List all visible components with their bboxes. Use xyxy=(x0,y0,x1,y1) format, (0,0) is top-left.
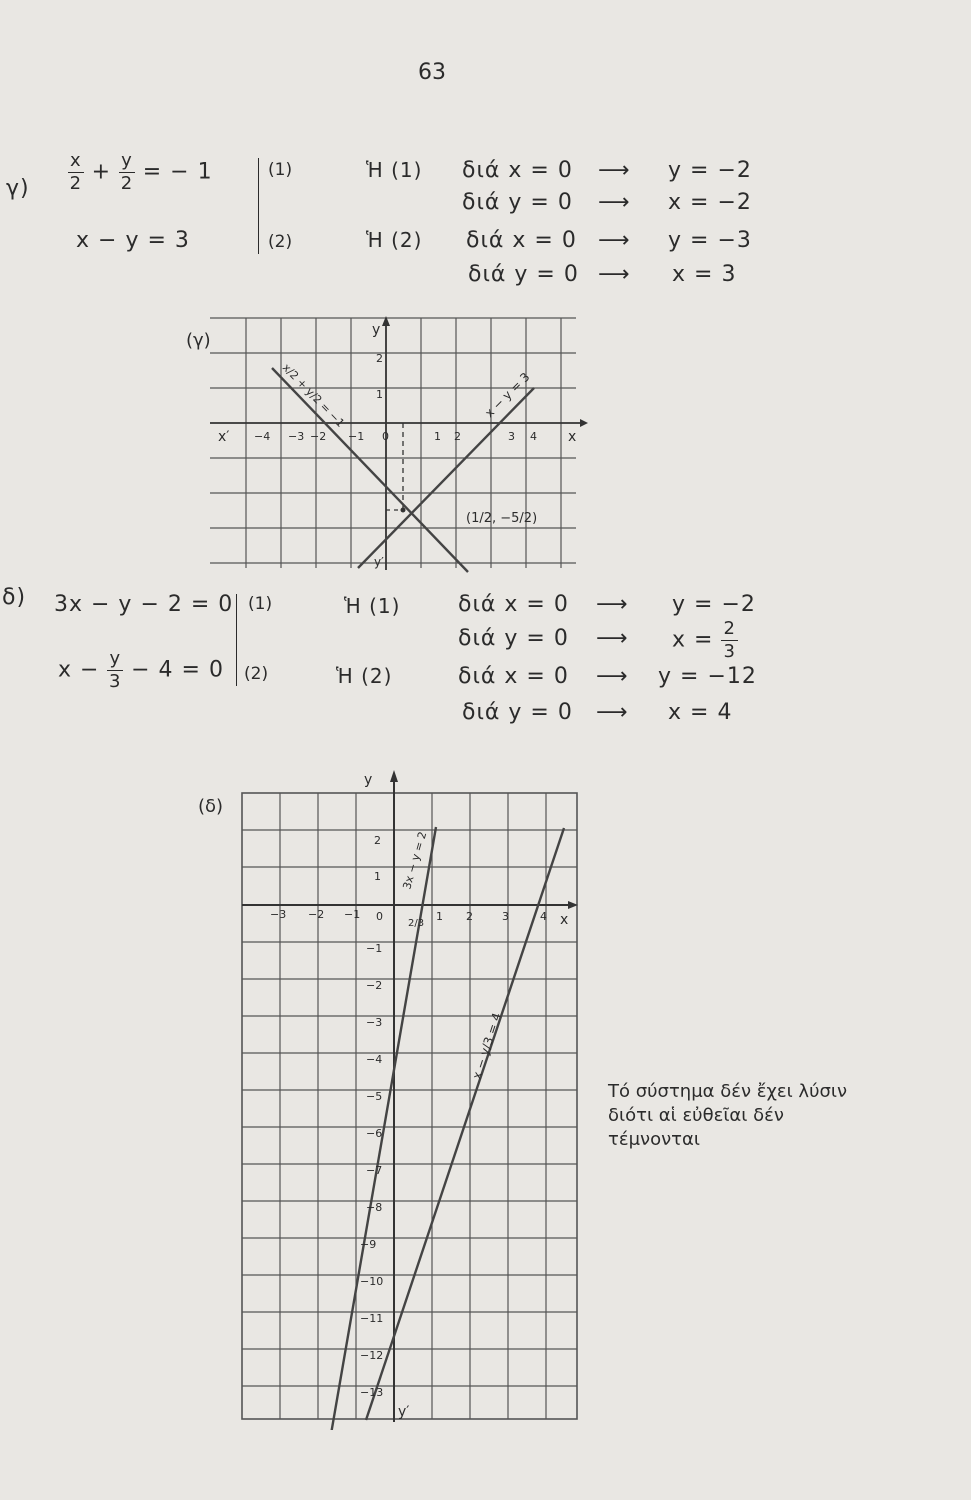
graph-delta-xtick: −2 xyxy=(308,908,325,921)
graph-delta-xtick: 3 xyxy=(502,910,509,923)
graph-delta-xtick: 0 xyxy=(376,910,383,923)
page-number: 63 xyxy=(418,60,446,85)
graph-gamma-xtick: −3 xyxy=(288,430,305,443)
delta-equation-2: x − $\frac{y}{3}$ − 4 = 0 xyxy=(58,648,224,692)
delta-row-4-arrow: ⟶ xyxy=(596,700,629,725)
graph-gamma-intersection-label: (1/2, −5/2) xyxy=(466,511,538,526)
graph-gamma-ytick: 2 xyxy=(376,352,383,365)
graph-delta-x-frac-tick: 2/3 xyxy=(408,918,425,929)
graph-delta xyxy=(190,760,590,1430)
graph-gamma-line-1-label: x/2 + y/2 = −1 xyxy=(279,361,347,430)
delta-row-1-result: y = −2 xyxy=(672,592,756,617)
graph-gamma-x-label: x xyxy=(568,429,577,445)
gamma-row-4-result: x = 3 xyxy=(672,262,737,287)
gamma-tag-2: (2) xyxy=(268,232,293,252)
gamma-row-1-arrow: ⟶ xyxy=(598,158,631,183)
graph-gamma-line-1 xyxy=(272,368,468,572)
graph-gamma-x-arrow xyxy=(580,419,588,427)
graph-delta-x-label: x xyxy=(560,912,569,928)
gamma-row-1-cond: διά x = 0 xyxy=(462,158,573,183)
gamma-row-3-line: Ἡ (2) xyxy=(366,228,423,252)
delta-row-3-line: Ἡ (2) xyxy=(336,664,393,688)
graph-gamma-label: (γ) xyxy=(186,330,211,351)
graph-delta-ytick: −13 xyxy=(360,1386,384,1399)
graph-gamma-y-label: y xyxy=(372,322,381,338)
delta-row-3-result: y = −12 xyxy=(658,664,757,689)
gamma-row-1-result: y = −2 xyxy=(668,158,752,183)
delta-tag-1: (1) xyxy=(248,594,273,614)
graph-delta-line-1-label: 3x − y = 2 xyxy=(400,830,430,891)
graph-delta-ytick: −3 xyxy=(366,1016,383,1029)
graph-delta-ytick: 1 xyxy=(374,870,381,883)
gamma-row-3-arrow: ⟶ xyxy=(598,228,631,253)
graph-delta-ytick: −9 xyxy=(360,1238,377,1251)
delta-row-2-result: x = $\frac{2}{3}$ xyxy=(672,618,736,662)
graph-delta-ytick: 2 xyxy=(374,834,381,847)
graph-gamma-xtick: 2 xyxy=(454,430,461,443)
graph-delta-label: (δ) xyxy=(198,796,224,817)
graph-gamma-ytick: 1 xyxy=(376,388,383,401)
gamma-row-1-line: Ἡ (1) xyxy=(366,158,423,182)
graph-delta-xtick: 1 xyxy=(436,910,443,923)
graph-gamma-xtick: 0 xyxy=(382,430,389,443)
graph-gamma-xtick: 1 xyxy=(434,430,441,443)
gamma-system-brace xyxy=(258,158,259,254)
graph-delta-ytick: −2 xyxy=(366,979,383,992)
gamma-row-4-arrow: ⟶ xyxy=(598,262,631,287)
gamma-row-2-result: x = −2 xyxy=(668,190,752,215)
graph-delta-ytick: −4 xyxy=(366,1053,383,1066)
delta-row-1-cond: διά x = 0 xyxy=(458,592,569,617)
graph-gamma-line-2-label: x − y = 3 xyxy=(482,369,533,421)
graph-delta-ytick: −12 xyxy=(360,1349,384,1362)
graph-delta-ytick: −11 xyxy=(360,1312,384,1325)
gamma-row-2-arrow: ⟶ xyxy=(598,190,631,215)
gamma-row-4-cond: διά y = 0 xyxy=(468,262,579,287)
delta-equation-1: 3x − y − 2 = 0 xyxy=(54,592,234,617)
graph-delta-xtick: 2 xyxy=(466,910,473,923)
section-gamma-label: γ) xyxy=(6,176,30,201)
gamma-row-3-result: y = −3 xyxy=(668,228,752,253)
graph-gamma-yneg-label: y′ xyxy=(374,555,384,569)
delta-row-4-cond: διά y = 0 xyxy=(462,700,573,725)
delta-row-3-cond: διά x = 0 xyxy=(458,664,569,689)
gamma-equation-2: x − y = 3 xyxy=(76,228,190,253)
graph-gamma-xtick: 4 xyxy=(530,430,537,443)
gamma-equation-1: $\frac{x}{2}$ + $\frac{y}{2}$ = − 1 xyxy=(69,150,213,194)
gamma-row-3-cond: διά x = 0 xyxy=(466,228,577,253)
delta-system-brace xyxy=(236,594,237,686)
graph-delta-line-2 xyxy=(366,828,564,1420)
section-delta-label: δ) xyxy=(2,585,27,610)
graph-gamma-xtick: −2 xyxy=(310,430,327,443)
graph-delta-y-arrow xyxy=(390,770,398,782)
delta-row-2-cond: διά y = 0 xyxy=(458,626,569,651)
graph-delta-line-2-label: x − y/3 = 4 xyxy=(469,1011,505,1081)
graph-delta-ytick: −6 xyxy=(366,1127,383,1140)
graph-gamma-xtick: −4 xyxy=(254,430,271,443)
graph-gamma-intersection-point xyxy=(401,508,406,513)
graph-gamma-line-2 xyxy=(358,388,534,568)
graph-delta-ytick: −7 xyxy=(366,1164,383,1177)
graph-gamma xyxy=(170,310,590,580)
graph-delta-xtick: 4 xyxy=(540,910,547,923)
graph-gamma-xneg-label: x′ xyxy=(218,429,230,445)
graph-gamma-xtick: −1 xyxy=(348,430,365,443)
graph-delta-ytick: −8 xyxy=(366,1201,383,1214)
gamma-row-2-cond: διά y = 0 xyxy=(462,190,573,215)
graph-delta-y-label: y xyxy=(364,772,373,788)
graph-delta-ytick: −5 xyxy=(366,1090,383,1103)
conclusion-note: Τό σύστημα δέν ἔχει λύσιν διότι αἱ εὐθεῖαι δέν τέμνονται xyxy=(608,1081,848,1150)
graph-delta-ytick: −10 xyxy=(360,1275,384,1288)
graph-delta-ytick: −1 xyxy=(366,942,383,955)
graph-delta-yneg-label: y′ xyxy=(398,1404,410,1420)
delta-row-3-arrow: ⟶ xyxy=(596,664,629,689)
gamma-tag-1: (1) xyxy=(268,160,293,180)
delta-row-4-result: x = 4 xyxy=(668,700,733,725)
graph-delta-xtick: −3 xyxy=(270,908,287,921)
delta-row-2-arrow: ⟶ xyxy=(596,626,629,651)
graph-delta-xtick: −1 xyxy=(344,908,361,921)
delta-row-1-line: Ἡ (1) xyxy=(344,594,401,618)
delta-row-1-arrow: ⟶ xyxy=(596,592,629,617)
graph-gamma-xtick: 3 xyxy=(508,430,515,443)
delta-tag-2: (2) xyxy=(244,664,269,684)
